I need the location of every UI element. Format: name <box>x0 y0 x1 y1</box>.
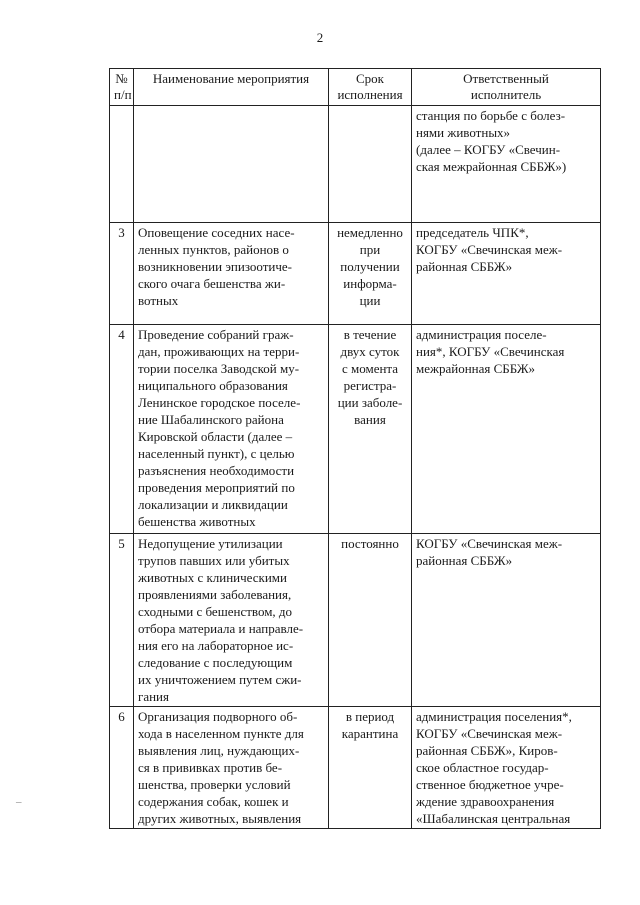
cell-term: постоянно <box>329 534 412 707</box>
cell-name <box>134 106 329 223</box>
cell-num: 3 <box>110 223 134 325</box>
cell-name: Организация подворного об- хода в населенном пункте для выявления лиц, нуждающих- ся в прививках против бе- шенства, проверки условий содержания собак, кошек и других животных, выявления <box>134 707 329 829</box>
cell-responsible: администрация поселе- ния*, КОГБУ «Свечинская межрайонная СББЖ» <box>412 325 601 534</box>
header-responsible: Ответственный исполнитель <box>412 69 601 106</box>
cell-responsible: станция по борьбе с болез- нями животных» (далее – КОГБУ «Свечин- ская межрайонная СББЖ») <box>412 106 601 223</box>
header-num: № п/п <box>110 69 134 106</box>
scan-dash-mark: – <box>16 796 22 808</box>
page-number: 2 <box>316 30 324 45</box>
cell-num: 6 <box>110 707 134 829</box>
header-term: Срок исполнения <box>329 69 412 106</box>
cell-term <box>329 106 412 223</box>
cell-num: 4 <box>110 325 134 534</box>
cell-name: Недопущение утилизации трупов павших или убитых животных с клиническими проявлениями заболевания, сходными с бешенством, до отбора материала и направле- ния его на лабораторное ис- следование с последующим их уничтожением путем сжи- гания <box>134 534 329 707</box>
cell-term: немедленно при получении информа- ции <box>329 223 412 325</box>
cell-num <box>110 106 134 223</box>
cell-num: 5 <box>110 534 134 707</box>
cell-responsible: председатель ЧПК*, КОГБУ «Свечинская меж- районная СББЖ» <box>412 223 601 325</box>
table-row <box>110 534 601 707</box>
cell-name: Проведение собраний граж- дан, проживающих на терри- тории поселка Заводской му- ниципального образования Ленинское городское поселе- ние Шабалинского района Кировской области (далее – населенный пункт), с целью разъяснения необходимости проведения мероприятий по локализации и ликвидации бешенства животных <box>134 325 329 534</box>
header-name: Наименование мероприятия <box>134 69 329 106</box>
cell-responsible: администрация поселения*, КОГБУ «Свечинская меж- районная СББЖ», Киров- ское областное государ- ственное бюджетное учре- ждение здравоохранения «Шабалинская центральная <box>412 707 601 829</box>
cell-term: в период карантина <box>329 707 412 829</box>
cell-responsible: КОГБУ «Свечинская меж- районная СББЖ» <box>412 534 601 707</box>
table-row <box>110 325 601 534</box>
table-row-continuation <box>110 106 601 223</box>
table-row <box>110 707 601 829</box>
table-row <box>110 223 601 325</box>
cell-term: в течение двух суток с момента регистра- ции заболе- вания <box>329 325 412 534</box>
measures-table <box>109 68 601 829</box>
cell-name: Оповещение соседних насе- ленных пунктов, районов о возникновении эпизоотиче- ского очага бешенства жи- вотных <box>134 223 329 325</box>
table-header-row <box>110 69 601 106</box>
